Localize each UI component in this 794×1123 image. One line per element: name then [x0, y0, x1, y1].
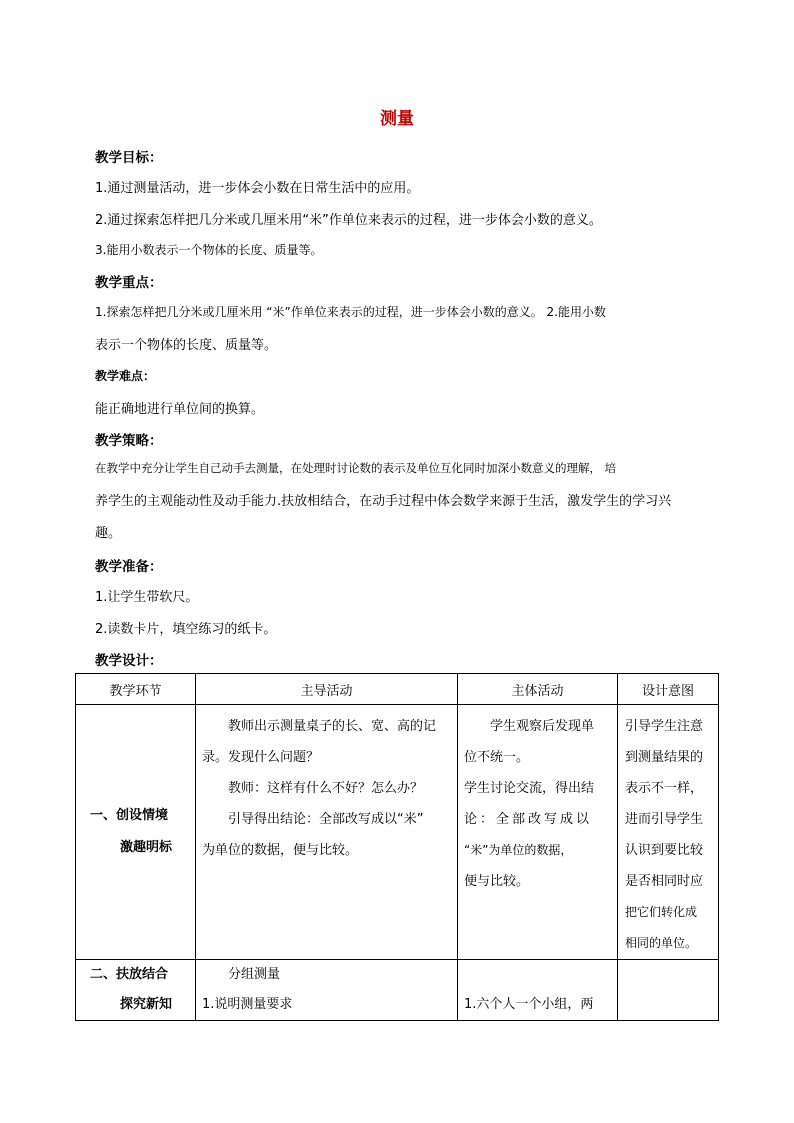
table-header-row: [76, 674, 719, 705]
objective-item-3: 3.能用小数表示一个物体的长度、质量等。: [95, 243, 323, 257]
student-activity-text: “米”为单位的数据，: [464, 843, 573, 857]
table-row: [76, 705, 719, 960]
design-intent-text: 相同的单位。: [625, 936, 698, 950]
strategy-heading: 教学策略：: [95, 433, 163, 449]
objectives-heading: 教学目标：: [95, 150, 163, 166]
key-points-heading: 教学重点：: [95, 275, 163, 291]
teacher-activity-text: 分组测量: [228, 967, 281, 982]
key-points-line-1: 1.探索怎样把几分米或几厘米用 “米”作单位来表示的过程，进一步体会小数的意义。 2.能用小数: [95, 305, 606, 319]
key-points-line-2: 表示一个物体的长度、质量等。: [95, 338, 278, 353]
stage-cell: [76, 705, 196, 960]
student-activity-text: 学生讨论交流，得出结: [464, 781, 595, 796]
teacher-activity-text: 1.说明测量要求: [202, 997, 293, 1012]
student-activity-cell: [458, 960, 618, 1021]
design-intent-text: 是否相同时应: [625, 874, 704, 889]
stage-label: 二、扶放结合: [90, 967, 169, 982]
teacher-activity-text: 录。发现什么问题？: [202, 750, 320, 765]
column-header: 主体活动: [458, 674, 618, 705]
strategy-line-1: 在教学中充分让学生自己动手去测量，在处理时讨论数的表示及单位互化同时加深小数意义的理解， 培: [95, 461, 617, 475]
preparation-item-1: 1.让学生带软尺。: [95, 590, 199, 605]
table-row: [76, 960, 719, 1021]
design-intent-text: 引导学生注意: [625, 719, 704, 734]
student-activity-text: [464, 960, 611, 990]
design-heading: 教学设计：: [95, 653, 163, 669]
student-activity-cell: [458, 705, 618, 960]
design-intent-text: 认识到要比较: [625, 843, 704, 858]
stage-label: 探究新知: [120, 997, 173, 1012]
student-activity-text: 便与比较。: [464, 874, 530, 889]
column-header: 教学环节: [76, 674, 196, 705]
student-activity-text: 学生观察后发现单: [490, 719, 595, 734]
strategy-line-2: 养学生的主观能动性及动手能力.扶放相结合，在动手过程中体会数学来源于生活，激发学生的学习兴: [95, 494, 672, 509]
design-intent-cell: [618, 960, 719, 1021]
design-intent-text: 进而引导学生: [625, 812, 704, 827]
teacher-activity-text: 教师：这样有什么不好？怎么办？: [228, 781, 424, 796]
design-intent-cell: [618, 705, 719, 960]
design-intent-text: 表示不一样，: [625, 781, 704, 796]
strategy-line-3: 趣。: [95, 526, 122, 541]
teacher-activity-cell: [196, 705, 458, 960]
teacher-activity-text: 为单位的数据，便与比较。: [202, 843, 359, 858]
difficulties-heading: 教学难点：: [95, 369, 156, 383]
teaching-design-table: [75, 673, 719, 1021]
student-activity-text: 论：全部改写成以: [464, 812, 593, 827]
column-header: 设计意图: [618, 674, 719, 705]
column-header: 主导活动: [196, 674, 458, 705]
teacher-activity-text: 教师出示测量桌子的长、宽、高的记: [228, 719, 437, 734]
teacher-activity-text: 引导得出结论：全部改写成以“米”: [228, 812, 424, 827]
preparation-item-2: 2.读数卡片，填空练习的纸卡。: [95, 622, 277, 637]
preparation-heading: 教学准备：: [95, 559, 163, 575]
objective-item-1: 1.通过测量活动，进一步体会小数在日常生活中的应用。: [95, 181, 420, 196]
student-activity-text: 1.六个人一个小组，两: [464, 997, 594, 1012]
stage-label: 激趣明标: [120, 840, 173, 855]
stage-label: 一、创设情境: [90, 808, 169, 823]
teacher-activity-cell: [196, 960, 458, 1021]
design-intent-text: 把它们转化成: [625, 905, 698, 919]
student-activity-text: 位不统一。: [464, 750, 530, 765]
objective-item-2: 2.通过探索怎样把几分米或几厘米用“米”作单位来表示的过程，进一步体会小数的意义。: [95, 213, 602, 228]
difficulties-text: 能正确地进行单位间的换算。: [95, 402, 265, 417]
document-title: 测量: [380, 109, 414, 129]
design-intent-text: 到测量结果的: [625, 750, 704, 765]
stage-cell: [76, 960, 196, 1021]
